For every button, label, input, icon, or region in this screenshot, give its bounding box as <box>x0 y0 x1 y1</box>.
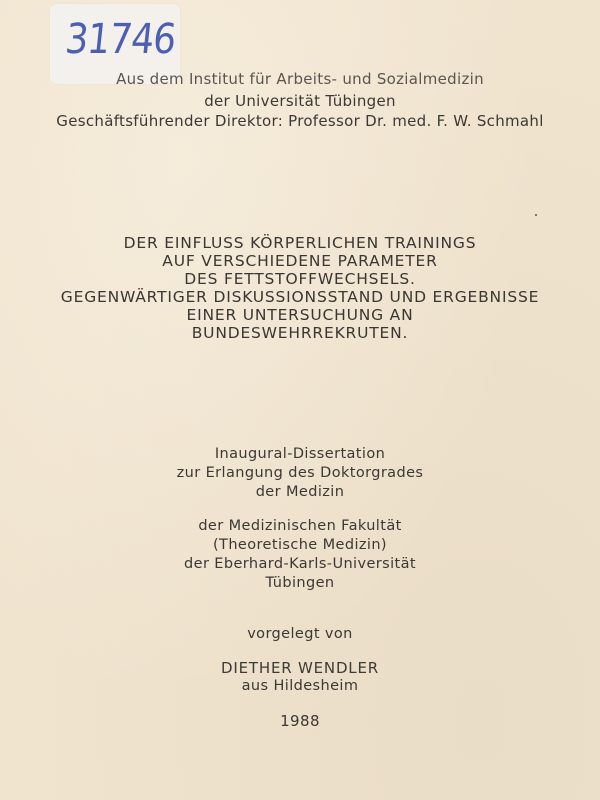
faculty-division: (Theoretische Medizin) <box>213 537 387 553</box>
dissertation-purpose: zur Erlangung des Doktorgrades <box>176 465 424 481</box>
publication-year: 1988 <box>280 712 320 730</box>
university-line: der Universität Tübingen <box>204 92 396 110</box>
university-name: der Eberhard-Karls-Universität <box>184 556 416 572</box>
author-origin: aus Hildesheim <box>241 678 359 694</box>
university-city: Tübingen <box>265 575 335 591</box>
dissertation-field: der Medizin <box>255 484 345 500</box>
institute-line: Aus dem Institut für Arbeits- und Sozialmedizin <box>116 70 484 88</box>
title-line-6: BUNDESWEHRREKRUTEN. <box>191 324 409 342</box>
title-line-2: AUF VERSCHIEDENE PARAMETER <box>162 252 438 270</box>
author-name: DIETHER WENDLER <box>221 659 379 677</box>
speck <box>535 214 537 216</box>
library-call-number: 31746 <box>63 16 178 64</box>
faculty-name: der Medizinischen Fakultät <box>198 518 402 534</box>
title-line-5: EINER UNTERSUCHUNG AN <box>186 306 414 324</box>
title-line-4: GEGENWÄRTIGER DISKUSSIONSSTAND UND ERGEBNISSE <box>60 288 540 306</box>
director-line: Geschäftsführender Direktor: Professor Dr. med. F. W. Schmahl <box>56 112 544 130</box>
title-line-1: DER EINFLUSS KÖRPERLICHEN TRAININGS <box>123 234 477 252</box>
title-line-3: DES FETTSTOFFWECHSELS. <box>184 270 416 288</box>
submitted-by-label: vorgelegt von <box>247 626 353 642</box>
dissertation-type: Inaugural-Dissertation <box>214 446 386 462</box>
